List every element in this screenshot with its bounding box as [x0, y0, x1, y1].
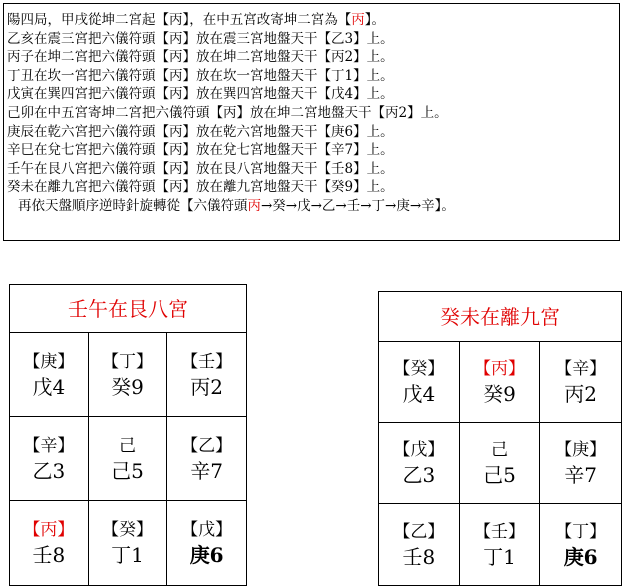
- chart-box-title: 癸未在離九宮: [379, 292, 621, 342]
- heaven-stem-label: 【丁】: [555, 521, 607, 542]
- earth-stem-label: 己5: [483, 463, 516, 487]
- palace-cell: [540, 504, 621, 585]
- heaven-stem-label: 【壬】: [181, 351, 233, 372]
- instruction-line: 戊寅在巽四宮把六儀符頭【丙】放在巽四宮地盤天干【戊4】上。: [7, 86, 394, 103]
- instruction-line: 辛巳在兌七宮把六儀符頭【丙】放在兌七宮地盤天干【辛7】上。: [7, 142, 394, 159]
- earth-stem-label: 癸9: [111, 374, 144, 399]
- palace-cell: [540, 342, 621, 423]
- instruction-line: 己卯在中五宮寄坤二宮把六儀符頭【丙】放在坤二宮地盤天干【丙2】上。: [7, 104, 448, 121]
- chart-box-guiwei: [378, 291, 622, 586]
- earth-stem-label: 辛7: [190, 458, 224, 483]
- palace-cell: [89, 333, 168, 417]
- heaven-stem-label: 【癸】: [101, 520, 153, 540]
- palace-grid: [10, 333, 246, 585]
- palace-cell: [460, 504, 541, 585]
- palace-cell: [379, 504, 460, 585]
- heaven-stem-label: 【乙】: [393, 521, 445, 542]
- instruction-line: 乙亥在震三宮把六儀符頭【丙】放在震三宮地盤天干【乙3】上。: [7, 30, 394, 47]
- earth-stem-label: 乙3: [402, 463, 436, 487]
- heaven-stem-label: 【丁】: [101, 351, 153, 372]
- highlight-text: 丙: [247, 197, 261, 214]
- earth-stem-label: 壬8: [402, 544, 436, 569]
- chart-box-renwu: [9, 284, 247, 586]
- palace-cell: [167, 333, 246, 417]
- instruction-line: 壬午在艮八宮把六儀符頭【丙】放在艮八宮地盤天干【壬8】上。: [7, 160, 394, 177]
- palace-cell: [540, 423, 621, 504]
- palace-cell: [460, 342, 541, 423]
- palace-cell: [89, 501, 168, 585]
- heaven-stem-label: 【庚】: [555, 440, 607, 460]
- heaven-stem-label: 己: [118, 435, 136, 456]
- heaven-stem-label: 【戊】: [181, 520, 233, 540]
- palace-grid: [379, 342, 621, 585]
- instruction-line-0: 陽四局，甲戌從坤二宮起【丙】，在中五宮改寄坤二宮為【丙】。: [7, 12, 385, 28]
- heaven-stem-label: 【丙】: [23, 520, 75, 540]
- earth-stem-label: 庚6: [563, 544, 598, 569]
- palace-cell: [89, 417, 168, 501]
- earth-stem-label: 丁1: [483, 544, 516, 569]
- instruction-line: 庚辰在乾六宮把六儀符頭【丙】放在乾六宮地盤天干【庚6】上。: [7, 123, 394, 140]
- heaven-stem-label: 【辛】: [23, 435, 75, 456]
- earth-stem-label: 辛7: [564, 463, 598, 487]
- heaven-stem-label: 己: [490, 440, 508, 460]
- heaven-stem-label: 【丙】: [473, 359, 525, 379]
- earth-stem-label: 庚6: [189, 543, 224, 567]
- palace-cell: [460, 423, 541, 504]
- palace-cell: [167, 417, 246, 501]
- earth-stem-label: 癸9: [483, 382, 516, 406]
- palace-cell: [10, 333, 89, 417]
- chart-box-title: 壬午在艮八宮: [10, 285, 246, 333]
- earth-stem-label: 丙2: [564, 382, 598, 406]
- earth-stem-label: 戊4: [402, 382, 436, 406]
- heaven-stem-label: 【乙】: [181, 435, 233, 456]
- heaven-stem-label: 【壬】: [473, 521, 525, 542]
- palace-cell: [379, 423, 460, 504]
- earth-stem-label: 丙2: [190, 374, 224, 399]
- palace-cell: [167, 501, 246, 585]
- palace-cell: [10, 501, 89, 585]
- instruction-line: 丙子在坤二宮把六儀符頭【丙】放在坤二宮地盤天干【丙2】上。: [7, 49, 394, 66]
- earth-stem-label: 壬8: [32, 543, 66, 567]
- earth-stem-label: 乙3: [32, 458, 66, 483]
- instruction-line: 丁丑在坎一宮把六儀符頭【丙】放在坎一宮地盤天干【丁1】上。: [7, 67, 394, 84]
- heaven-stem-label: 【辛】: [555, 359, 607, 379]
- earth-stem-label: 戊4: [32, 374, 66, 399]
- heaven-stem-label: 【癸】: [393, 359, 445, 379]
- palace-cell: [10, 417, 89, 501]
- heaven-stem-label: 【庚】: [23, 351, 75, 372]
- instruction-line: 癸未在離九宮把六儀符頭【丙】放在離九宮地盤天干【癸9】上。: [7, 179, 394, 196]
- earth-stem-label: 己5: [111, 458, 144, 483]
- palace-cell: [379, 342, 460, 423]
- earth-stem-label: 丁1: [111, 543, 144, 567]
- highlight-text: 丙: [351, 12, 365, 28]
- heaven-stem-label: 【戊】: [393, 440, 445, 460]
- instruction-line-last: 再依天盤順序逆時針旋轉從【六儀符頭丙→癸→戊→乙→壬→丁→庚→辛】。: [18, 197, 455, 214]
- instruction-text-box: [3, 3, 620, 241]
